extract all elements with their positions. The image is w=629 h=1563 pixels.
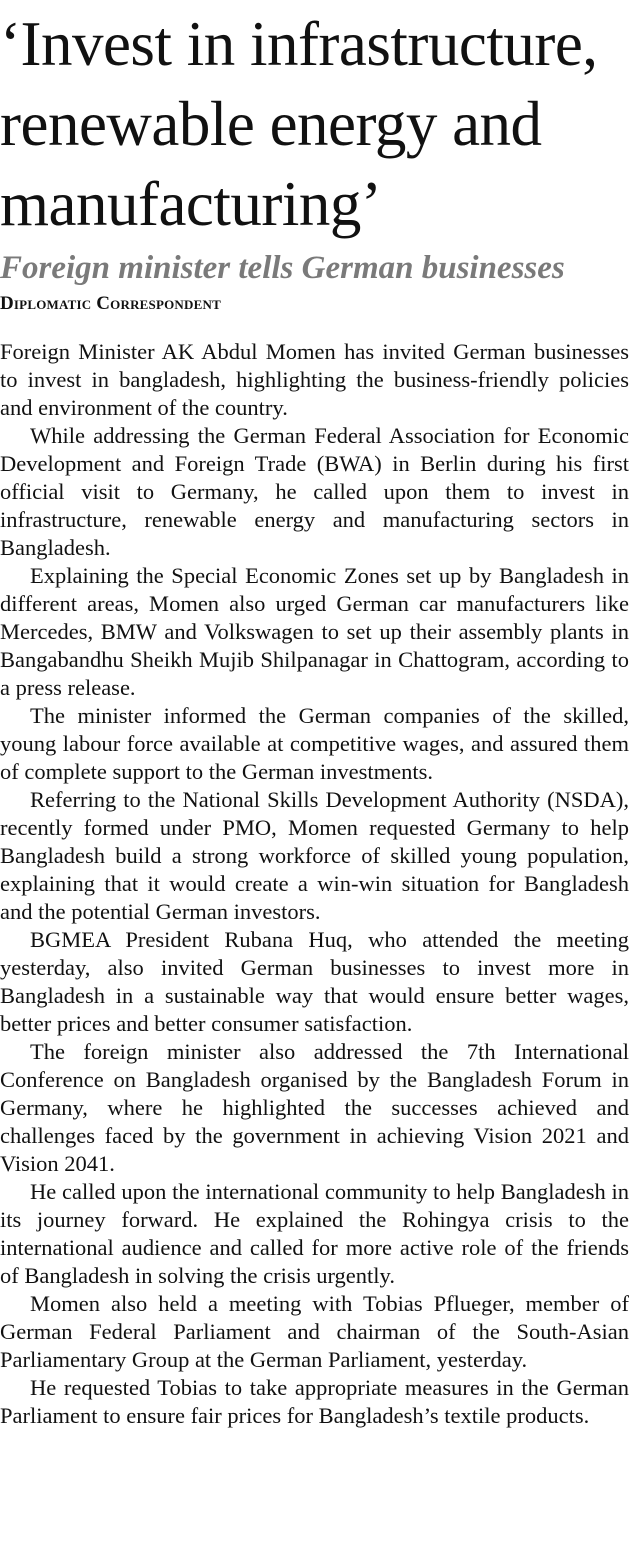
headline-line: ‘Invest in infrastructure, [0,9,598,79]
byline: Diplomatic Correspondent [0,293,221,314]
body-paragraph: Momen also held a meeting with Tobias Pflueger, member of German Federal Parliament and chairman of the South-Asian Parliamentary Group at the German Parliament, yesterday. [0,1291,629,1372]
body-paragraph: Foreign Minister AK Abdul Momen has invited German businesses to invest in bangladesh, highlighting the business-friendly policies and environment of the country. [0,339,629,420]
body-paragraph: Referring to the National Skills Development Authority (NSDA), recently formed under PMO, Momen requested Germany to help Bangladesh build a strong workforce of skilled young population, explaining that it would create a win-win situation for Bangladesh and the potential German investors. [0,787,629,924]
headline [0,4,629,244]
body-paragraph: He called upon the international community to help Bangladesh in its journey forward. He explained the Rohingya crisis to the international audience and called for more active role of the friends of Bangladesh in solving the crisis urgently. [0,1179,629,1288]
body-paragraph: Explaining the Special Economic Zones set up by Bangladesh in different areas, Momen also urged German car manufacturers like Mercedes, BMW and Volkswagen to set up their assembly plants in Bangabandhu Sheikh Mujib Shilpanagar in Chattogram, according to a press release. [0,563,629,700]
headline-line: renewable energy and [0,89,542,159]
body-paragraph: BGMEA President Rubana Huq, who attended the meeting yesterday, also invited German businesses to invest more in Bangladesh in a sustainable way that would ensure better wages, better prices and better consumer satisfaction. [0,927,629,1036]
body-paragraph: The foreign minister also addressed the 7th International Conference on Bangladesh organised by the Bangladesh Forum in Germany, where he highlighted the successes achieved and challenges faced by the government in achieving Vision 2021 and Vision 2041. [0,1039,629,1176]
body-paragraph: While addressing the German Federal Association for Economic Development and Foreign Trade (BWA) in Berlin during his first official visit to Germany, he called upon them to invest in infrastructure, renewable energy and manufacturing sectors in Bangladesh. [0,423,629,560]
headline-line: manufacturing’ [0,169,382,239]
body-paragraph: He requested Tobias to take appropriate measures in the German Parliament to ensure fair prices for Bangladesh’s textile products. [0,1375,629,1428]
subheadline: Foreign minister tells German businesses [0,250,565,286]
body-paragraph: The minister informed the German companies of the skilled, young labour force available at competitive wages, and assured them of complete support to the German investments. [0,703,629,784]
article-body [0,338,629,1430]
